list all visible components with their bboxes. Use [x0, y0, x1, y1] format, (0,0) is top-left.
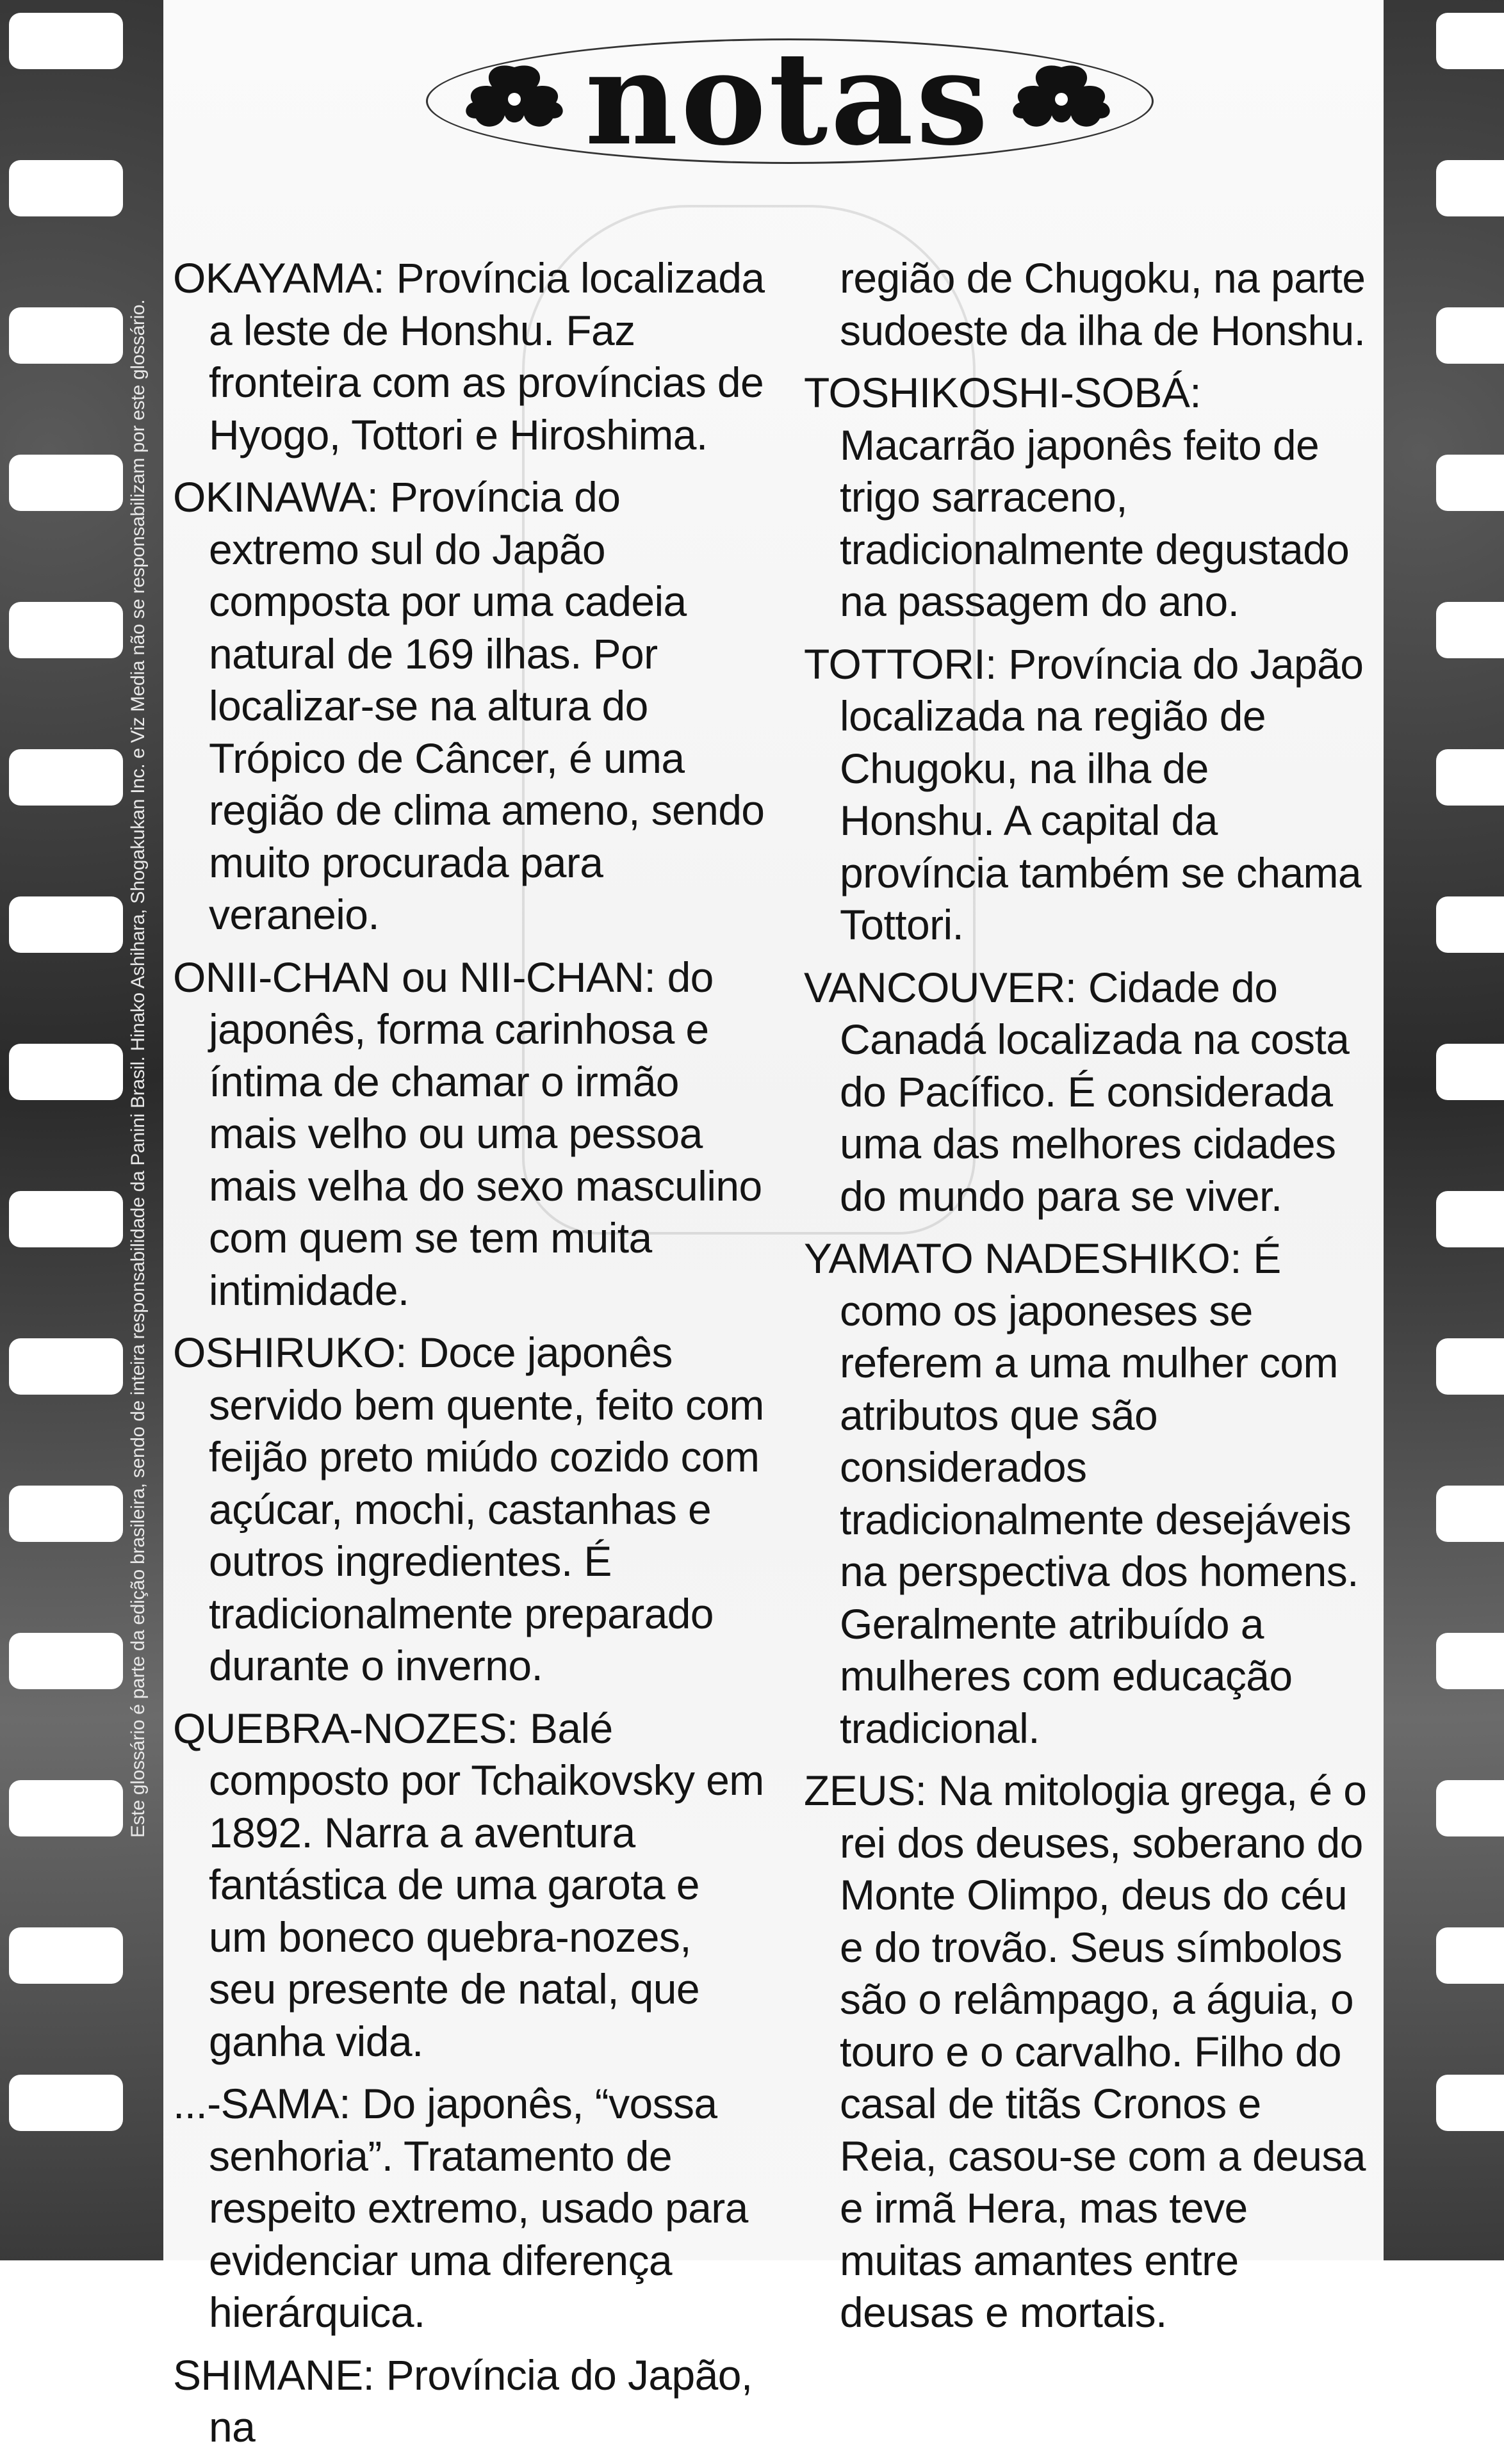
entry-definition: Do japonês, “vossa senhoria”. Tratamento de respeito extremo, usado para evidenciar uma diferença hierárquica. [209, 2080, 748, 2336]
entry-term: TOSHIKOSHI-SOBÁ: [804, 369, 1201, 416]
film-sprocket-hole [1436, 749, 1504, 806]
film-sprocket-hole [9, 307, 123, 364]
film-sprocket-hole [1436, 1780, 1504, 1836]
glossary-entry-yamato-nadeshiko [804, 1233, 1368, 1755]
film-sprocket-hole [9, 749, 123, 806]
film-sprocket-hole [1436, 1486, 1504, 1542]
glossary-entry-onii-chan [173, 952, 769, 1317]
entry-term: OSHIRUKO: [173, 1329, 407, 1376]
glossary-entry-toshikoshi-soba [804, 367, 1368, 628]
title-banner [426, 24, 1150, 174]
entry-definition: Macarrão japonês feito de trigo sarraceno, tradicionalmente degustado na passagem do ano. [840, 421, 1350, 625]
glossary-entry-tottori [804, 638, 1368, 952]
entry-term: QUEBRA-NOZES: [173, 1704, 518, 1752]
film-sprocket-hole [1436, 896, 1504, 953]
film-sprocket-hole [1436, 455, 1504, 511]
film-sprocket-hole [1436, 13, 1504, 69]
entry-definition: Província do extremo sul do Japão composta por uma cadeia natural de 169 ilhas. Por localizar-se na altura do Trópico de Câncer, é uma região de clima ameno, sendo muito procurada para veraneio. [209, 473, 765, 938]
entry-term: ONII-CHAN ou NII-CHAN: [173, 953, 656, 1001]
entry-term: TOTTORI: [804, 640, 997, 688]
glossary-column-left [173, 252, 769, 2464]
film-sprocket-hole [9, 1633, 123, 1689]
entry-term: ...-SAMA: [173, 2080, 350, 2127]
entry-definition: Cidade do Canadá localizada na costa do Pacífico. É considerada uma das melhores cidades do mundo para se viver. [840, 963, 1350, 1220]
film-sprocket-hole [1436, 1044, 1504, 1100]
film-sprocket-hole [1436, 1633, 1504, 1689]
glossary-entry-okayama [173, 252, 769, 461]
film-sprocket-hole [9, 1338, 123, 1395]
entry-definition: Província localizada a leste de Honshu. Faz fronteira com as províncias de Hyogo, Tottori e Hiroshima. [209, 254, 765, 458]
glossary-entry-shimane-continued [804, 252, 1368, 357]
film-sprocket-hole [9, 1927, 123, 1984]
entry-term: ZEUS: [804, 1767, 927, 1814]
film-strip-right [1384, 0, 1504, 2260]
entry-term: OKAYAMA: [173, 254, 385, 302]
entry-term: OKINAWA: [173, 473, 379, 521]
film-sprocket-hole [9, 160, 123, 216]
glossary-entry-sama [173, 2078, 769, 2339]
film-sprocket-hole [9, 1780, 123, 1836]
film-sprocket-hole [1436, 1338, 1504, 1395]
glossary-entry-oshiruko [173, 1327, 769, 1692]
entry-definition: Província do Japão, na [209, 2351, 753, 2451]
film-sprocket-hole [1436, 1191, 1504, 1247]
glossary-entry-quebra-nozes [173, 1703, 769, 2068]
entry-term: SHIMANE: [173, 2351, 375, 2399]
film-sprocket-hole [9, 896, 123, 953]
entry-term: VANCOUVER: [804, 963, 1077, 1011]
entry-definition: Província do Japão localizada na região de Chugoku, na ilha de Honshu. A capital da província também se chama Tottori. [840, 640, 1364, 948]
film-sprocket-hole [9, 2075, 123, 2131]
entry-definition: do japonês, forma carinhosa e íntima de chamar o irmão mais velho ou uma pessoa mais velha do sexo masculino com quem se tem muita intimidade. [209, 953, 762, 1314]
film-sprocket-hole [1436, 602, 1504, 658]
entry-definition: região de Chugoku, na parte sudoeste da ilha de Honshu. [840, 254, 1366, 354]
film-sprocket-hole [9, 1191, 123, 1247]
film-sprocket-hole [1436, 160, 1504, 216]
glossary-entry-shimane [173, 2349, 769, 2454]
film-sprocket-hole [1436, 307, 1504, 364]
entry-definition: É como os japoneses se referem a uma mulher com atributos que são considerados tradicionalmente desejáveis na perspectiva dos homens. Geralmente atribuído a mulheres com educação tradicional. [840, 1235, 1359, 1752]
glossary-entry-vancouver [804, 962, 1368, 1223]
entry-definition: Na mitologia grega, é o rei dos deuses, soberano do Monte Olimpo, deus do céu e do trovão. Seus símbolos são o relâmpago, a águia, o touro e o carvalho. Filho do casal de titãs Cronos e Reia, casou-se com a deusa e irmã Hera, mas teve muitas amantes entre deusas e mortais. [840, 1767, 1367, 2336]
entry-definition: Doce japonês servido bem quente, feito com feijão preto miúdo cozido com açúcar, mochi, castanhas e outros ingredientes. É tradicionalmente preparado durante o inverno. [209, 1329, 764, 1689]
film-sprocket-hole [9, 1486, 123, 1542]
fleuron-left-icon [457, 54, 572, 144]
film-sprocket-hole [9, 1044, 123, 1100]
film-sprocket-hole [9, 13, 123, 69]
film-sprocket-hole [1436, 1927, 1504, 1984]
glossary-entry-zeus [804, 1765, 1368, 2339]
glossary-entry-okinawa [173, 471, 769, 941]
film-sprocket-hole [1436, 2075, 1504, 2131]
film-sprocket-hole [9, 455, 123, 511]
entry-definition: Balé composto por Tchaikovsky em 1892. Narra a aventura fantástica de uma garota e um boneco quebra-nozes, seu presente de natal, que ganha vida. [209, 1704, 764, 2065]
page-title: notas [585, 24, 991, 174]
fleuron-right-icon [1004, 54, 1119, 144]
entry-term: YAMATO NADESHIKO: [804, 1235, 1241, 1282]
film-sprocket-hole [9, 602, 123, 658]
glossary-column-right [804, 252, 1368, 2349]
glossary-credit: Este glossário é parte da edição brasileira, sendo de inteira responsabilidade da Panini Brasil. Hinako Ashihara, Shogakukan Inc. e Viz Media não se responsabilizam por este glossário. [127, 299, 149, 1838]
